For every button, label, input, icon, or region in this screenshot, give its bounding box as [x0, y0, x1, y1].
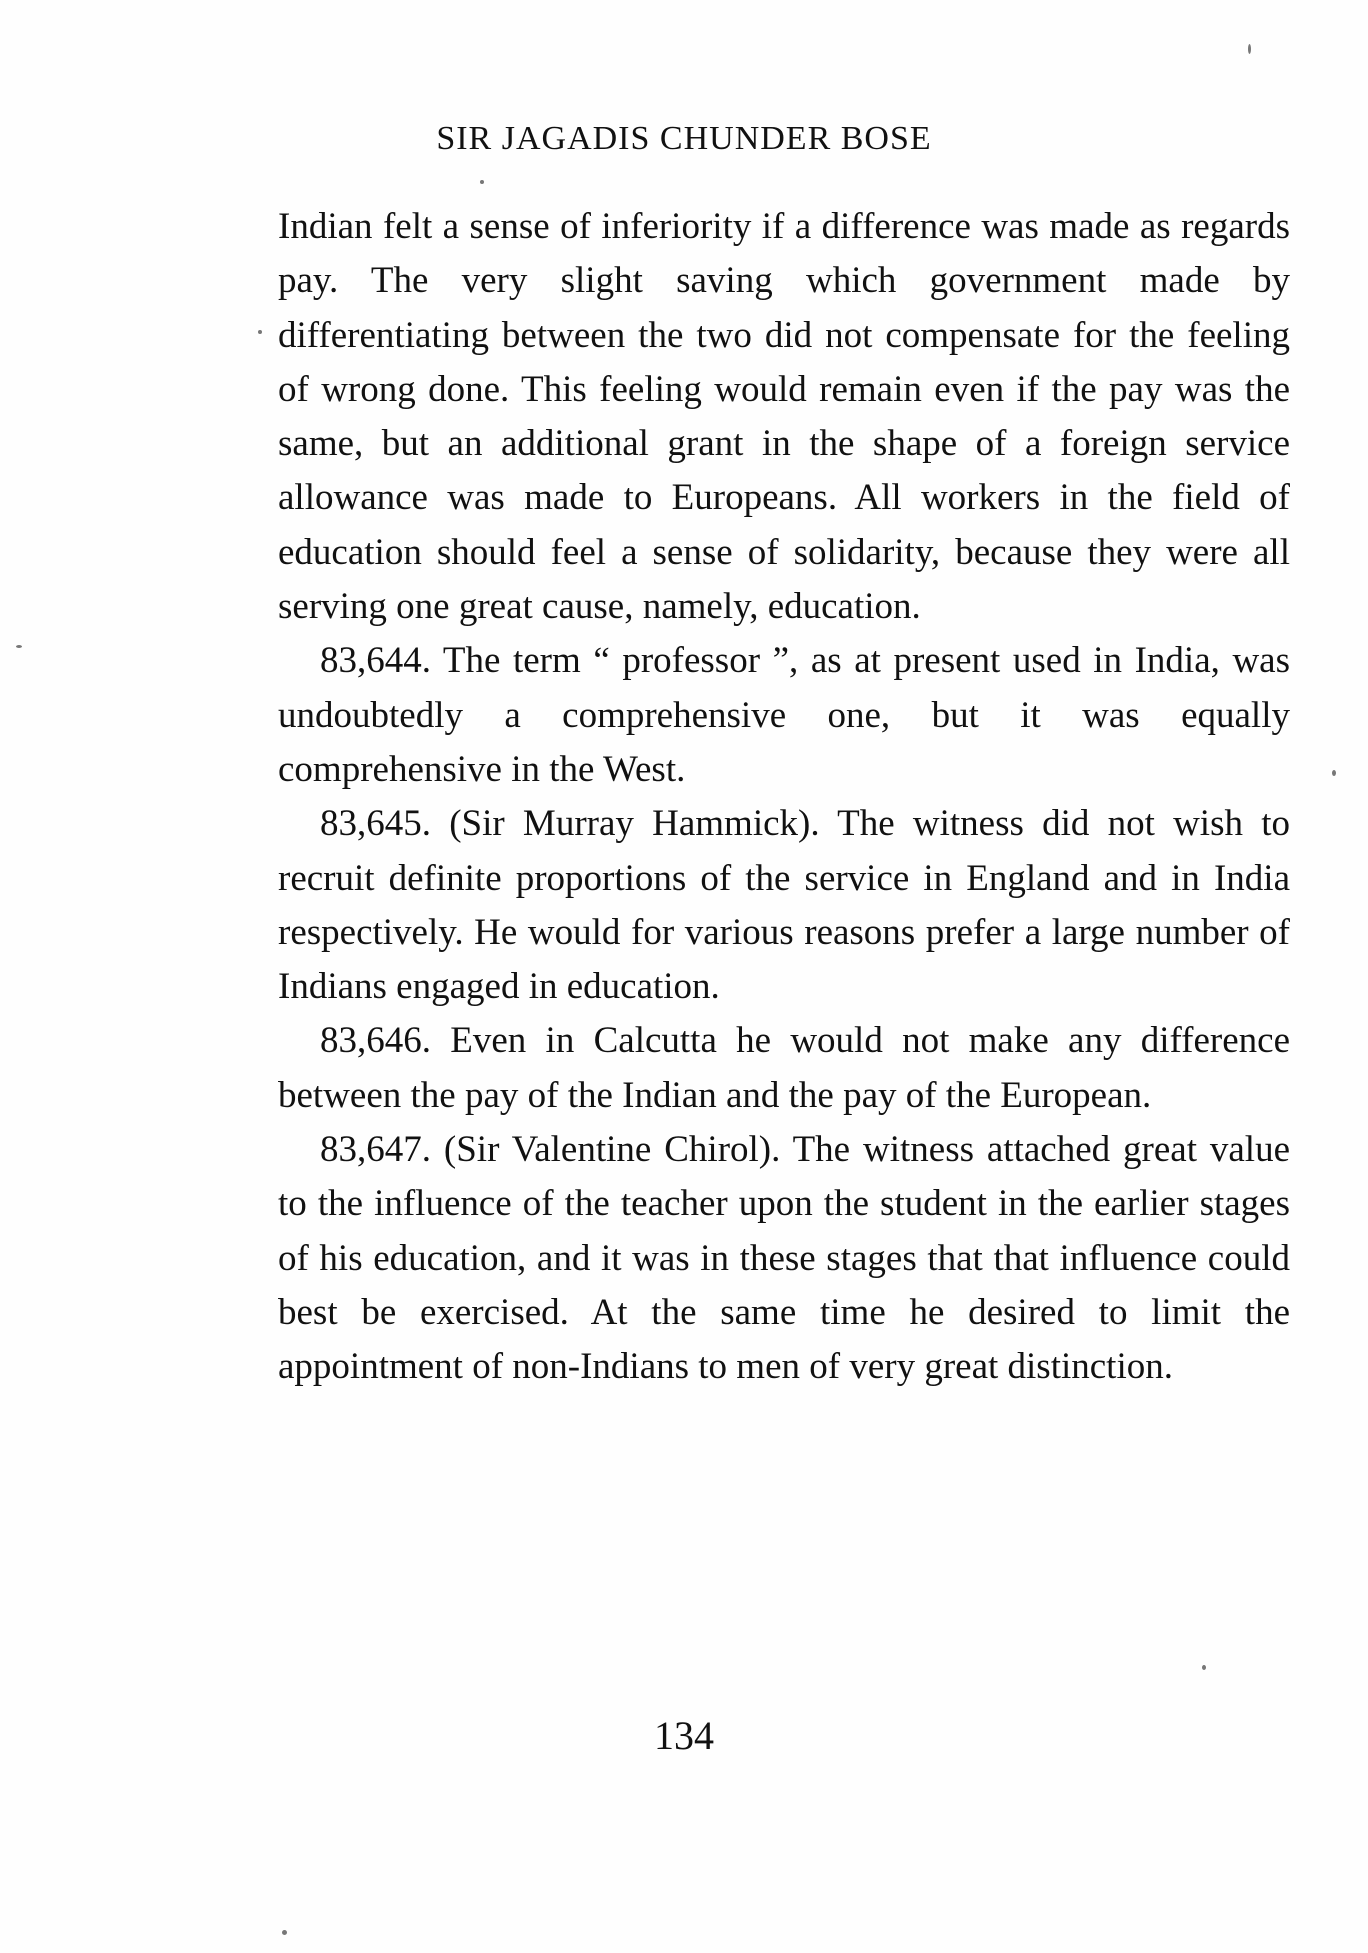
scan-speck: [258, 330, 262, 334]
paragraph-83646: 83,646. Even in Calcutta he would not make any difference between the pay of the Indian and the pay of the European.: [278, 1020, 1290, 1116]
page-number: 134: [654, 1713, 714, 1758]
body-text: [278, 200, 1290, 1395]
scan-speck: [1248, 44, 1251, 54]
paragraph-continuation: Indian felt a sense of inferiority if a difference was made as regards pay. The very slight saving which government made by differentiating between the two did not compensate for the feeling of wrong done. This feeling would remain even if the pay was the same, but an additional grant in the shape of a foreign service allowance was made to Europeans. All workers in the field of education should feel a sense of solidarity, because they were all serving one great cause, namely, education.: [278, 206, 1290, 628]
scan-speck: [1332, 770, 1336, 776]
scan-speck: [1202, 1665, 1206, 1670]
scan-speck: [480, 180, 484, 184]
paragraph-83647: 83,647. (Sir Valentine Chirol). The witness attached great value to the influence of the teacher upon the student in the earlier stages of his education, and it was in these stages that that influence could best be exercised. At the same time he desired to limit the appointment of non-Indians to men of very great distinction.: [278, 1129, 1290, 1388]
paragraph-83644: 83,644. The term “ professor ”, as at present used in India, was undoubtedly a comprehensive one, but it was equally comprehensive in the West.: [278, 640, 1290, 790]
scan-speck: [282, 1930, 287, 1935]
running-head: SIR JAGADIS CHUNDER BOSE: [436, 120, 932, 157]
paragraph-83645: 83,645. (Sir Murray Hammick). The witness did not wish to recruit definite proportions of the service in England and in India respectively. He would for various reasons prefer a large number of Indians engaged in education.: [278, 803, 1290, 1008]
scan-speck: [16, 645, 22, 648]
